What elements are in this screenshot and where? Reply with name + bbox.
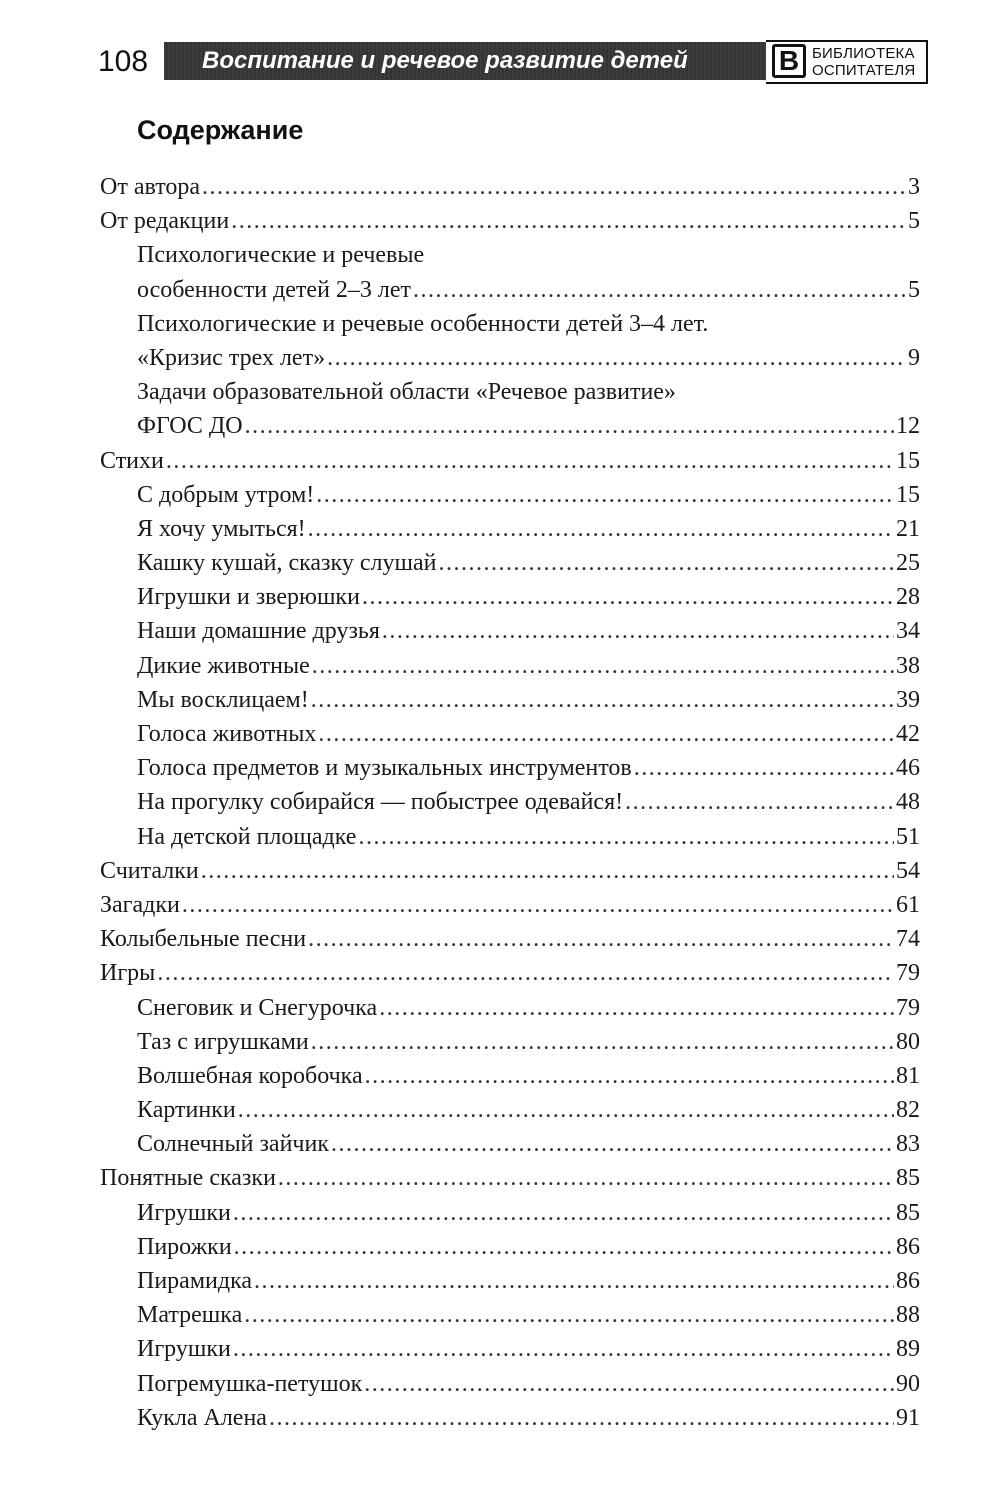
toc-entry (100, 512, 920, 546)
toc-entry-page: 81 (896, 1062, 920, 1089)
toc-entry-title: Колыбельные песни (100, 926, 307, 953)
toc-entry-page: 15 (896, 447, 920, 474)
toc-entry (100, 1264, 920, 1298)
toc-heading: Содержание (137, 115, 304, 145)
toc-entry-page: 39 (896, 686, 920, 713)
toc-entry-title: Психологические и речевые особенности детей 3–4 лет. (137, 310, 709, 337)
toc-entry (100, 614, 920, 648)
toc-entry (100, 854, 920, 888)
toc-entry (100, 580, 920, 614)
toc-entry-page: 91 (896, 1404, 920, 1431)
toc-entry-title: Я хочу умыться! (137, 515, 306, 542)
toc-dot-leader (278, 1161, 894, 1195)
toc-entry (100, 956, 920, 990)
toc-entry (100, 273, 920, 307)
toc-entry-title: Понятные сказки (100, 1165, 276, 1192)
toc-entry (100, 1401, 920, 1435)
toc-entry (100, 170, 920, 204)
toc-dot-leader (625, 785, 894, 819)
toc-dot-leader (362, 580, 894, 614)
toc-entry (100, 751, 920, 785)
toc-dot-leader (244, 1298, 894, 1332)
toc-dot-leader (182, 888, 894, 922)
toc-dot-leader (234, 1230, 894, 1264)
toc-entry (100, 1230, 920, 1264)
toc-entry-title: От автора (100, 174, 201, 200)
table-of-contents (100, 170, 920, 1435)
toc-entry (100, 375, 920, 409)
toc-entry-title: Игрушки и зверюшки (137, 584, 360, 611)
toc-entry-page: 83 (896, 1131, 920, 1158)
toc-dot-leader (202, 170, 906, 204)
toc-dot-leader (201, 854, 894, 888)
toc-dot-leader (308, 512, 894, 546)
toc-dot-leader (331, 1127, 894, 1161)
toc-entry (100, 546, 920, 580)
toc-entry (100, 1332, 920, 1366)
toc-dot-leader (233, 1196, 894, 1230)
toc-entry-title: Игры (100, 960, 156, 987)
toc-dot-leader (269, 1401, 894, 1435)
toc-entry-page: 86 (896, 1268, 920, 1294)
toc-entry-page: 90 (896, 1370, 920, 1397)
toc-dot-leader (238, 1093, 894, 1127)
toc-entry (100, 341, 920, 375)
toc-entry-title: «Кризис трех лет» (137, 344, 326, 371)
toc-entry (100, 1298, 920, 1332)
toc-entry-title: Матрешка (137, 1302, 243, 1329)
toc-entry-page: 80 (896, 1028, 920, 1055)
toc-entry-page: 85 (896, 1165, 920, 1192)
toc-dot-leader (254, 1264, 894, 1298)
toc-entry-title: Погремушка-петушок (137, 1370, 363, 1397)
toc-entry (100, 888, 920, 922)
toc-entry-title: Мы восклицаем! (137, 686, 309, 713)
toc-entry-title: От редакции (100, 208, 230, 235)
toc-entry (100, 649, 920, 683)
toc-entry-page: 3 (908, 174, 920, 200)
toc-entry-title: На прогулку собирайся — побыстрее одевайся! (137, 789, 624, 816)
toc-entry-page: 42 (896, 721, 920, 747)
toc-entry (100, 1025, 920, 1059)
series-logo (766, 40, 928, 84)
toc-entry-title: Снеговик и Снегурочка (137, 994, 378, 1021)
toc-entry-title: Кукла Алена (137, 1404, 267, 1431)
toc-dot-leader (358, 820, 894, 854)
toc-entry-title: Психологические и речевые (137, 242, 425, 269)
toc-dot-leader (166, 444, 894, 478)
toc-entry-title: Стихи (100, 447, 164, 474)
series-name-line-2: ОСПИТАТЕЛЯ (812, 62, 916, 79)
series-name (812, 45, 915, 79)
toc-dot-leader (365, 1059, 894, 1093)
series-name-line-1: БИБЛИОТЕКА (812, 45, 915, 62)
toc-entry (100, 1127, 920, 1161)
toc-entry (100, 1161, 920, 1195)
toc-dot-leader (634, 751, 894, 785)
toc-dot-leader (308, 922, 894, 956)
toc-entry (100, 478, 920, 512)
toc-entry-title: ФГОС ДО (137, 413, 243, 440)
toc-entry (100, 444, 920, 478)
toc-entry-title: Пирамидка (137, 1268, 253, 1294)
toc-entry-title: Таз с игрушками (137, 1028, 309, 1055)
toc-entry (100, 820, 920, 854)
toc-dot-leader (327, 341, 906, 375)
toc-entry-title: Считалки (100, 857, 199, 884)
header-bar (164, 42, 854, 80)
toc-entry-page: 46 (896, 755, 920, 782)
toc-entry-page: 21 (896, 515, 920, 542)
toc-entry-title: С добрым утром! (137, 481, 315, 508)
toc-entry-page: 34 (896, 618, 920, 645)
toc-dot-leader (438, 546, 894, 580)
toc-entry-title: Голоса животных (137, 721, 317, 747)
toc-dot-leader (379, 991, 894, 1025)
toc-entry-page: 25 (896, 550, 920, 577)
toc-entry (100, 1367, 920, 1401)
toc-entry-page: 5 (908, 208, 920, 235)
toc-entry-title: Загадки (100, 891, 180, 918)
toc-entry-page: 88 (896, 1302, 920, 1329)
toc-dot-leader (311, 1025, 894, 1059)
toc-entry-page: 51 (896, 823, 920, 850)
toc-entry-page: 28 (896, 584, 920, 611)
toc-entry-page: 89 (896, 1336, 920, 1363)
toc-entry-title: Игрушки (137, 1336, 231, 1363)
toc-dot-leader (316, 478, 894, 512)
toc-entry-title: Пирожки (137, 1233, 232, 1260)
toc-entry-page: 74 (896, 926, 920, 953)
toc-entry-page: 12 (896, 413, 920, 440)
toc-entry (100, 238, 920, 272)
toc-entry-title: Дикие животные (137, 652, 310, 679)
toc-entry-page: 5 (908, 276, 920, 303)
toc-dot-leader (231, 204, 906, 238)
toc-entry (100, 1196, 920, 1230)
toc-entry (100, 204, 920, 238)
toc-entry-title: Голоса предметов и музыкальных инструментов (137, 755, 632, 782)
toc-entry-page: 48 (896, 789, 920, 816)
toc-dot-leader (311, 683, 894, 717)
toc-entry-title: Задачи образовательной области «Речевое развитие» (137, 379, 676, 406)
toc-entry (100, 409, 920, 443)
toc-entry-title: Игрушки (137, 1199, 231, 1226)
toc-entry (100, 1059, 920, 1093)
toc-dot-leader (382, 614, 894, 648)
toc-entry-page: 54 (896, 857, 920, 884)
toc-dot-leader (245, 409, 894, 443)
toc-entry-page: 79 (896, 994, 920, 1021)
toc-entry-title: Волшебная коробочка (137, 1062, 363, 1089)
toc-entry-page: 86 (896, 1233, 920, 1260)
toc-entry-title: Наши домашние друзья (137, 618, 380, 645)
toc-entry-title: Кашку кушай, сказку слушай (137, 550, 437, 577)
toc-dot-leader (312, 649, 894, 683)
toc-entry (100, 922, 920, 956)
page-number: 108 (98, 45, 149, 78)
toc-entry-page: 85 (896, 1199, 920, 1226)
toc-dot-leader (318, 717, 894, 751)
toc-entry-page: 82 (896, 1097, 920, 1124)
running-header (98, 40, 928, 84)
series-letter: В (772, 44, 806, 78)
toc-dot-leader (157, 956, 894, 990)
toc-entry-page: 79 (896, 960, 920, 987)
toc-entry-page: 9 (908, 344, 920, 371)
toc-entry-title: На детской площадке (137, 823, 357, 850)
toc-dot-leader (233, 1332, 894, 1366)
toc-entry-title: Картинки (137, 1097, 236, 1124)
book-title: Воспитание и речевое развитие детей (202, 47, 688, 74)
toc-dot-leader (364, 1367, 894, 1401)
toc-entry-title: Солнечный зайчик (137, 1131, 329, 1158)
toc-entry (100, 683, 920, 717)
toc-entry (100, 785, 920, 819)
toc-entry (100, 991, 920, 1025)
toc-entry (100, 717, 920, 751)
toc-entry-title: особенности детей 2–3 лет (137, 276, 412, 303)
toc-entry-page: 38 (896, 652, 920, 679)
toc-entry-page: 61 (896, 891, 920, 918)
toc-dot-leader (413, 273, 906, 307)
toc-entry (100, 307, 920, 341)
toc-entry-page: 15 (896, 481, 920, 508)
toc-entry (100, 1093, 920, 1127)
